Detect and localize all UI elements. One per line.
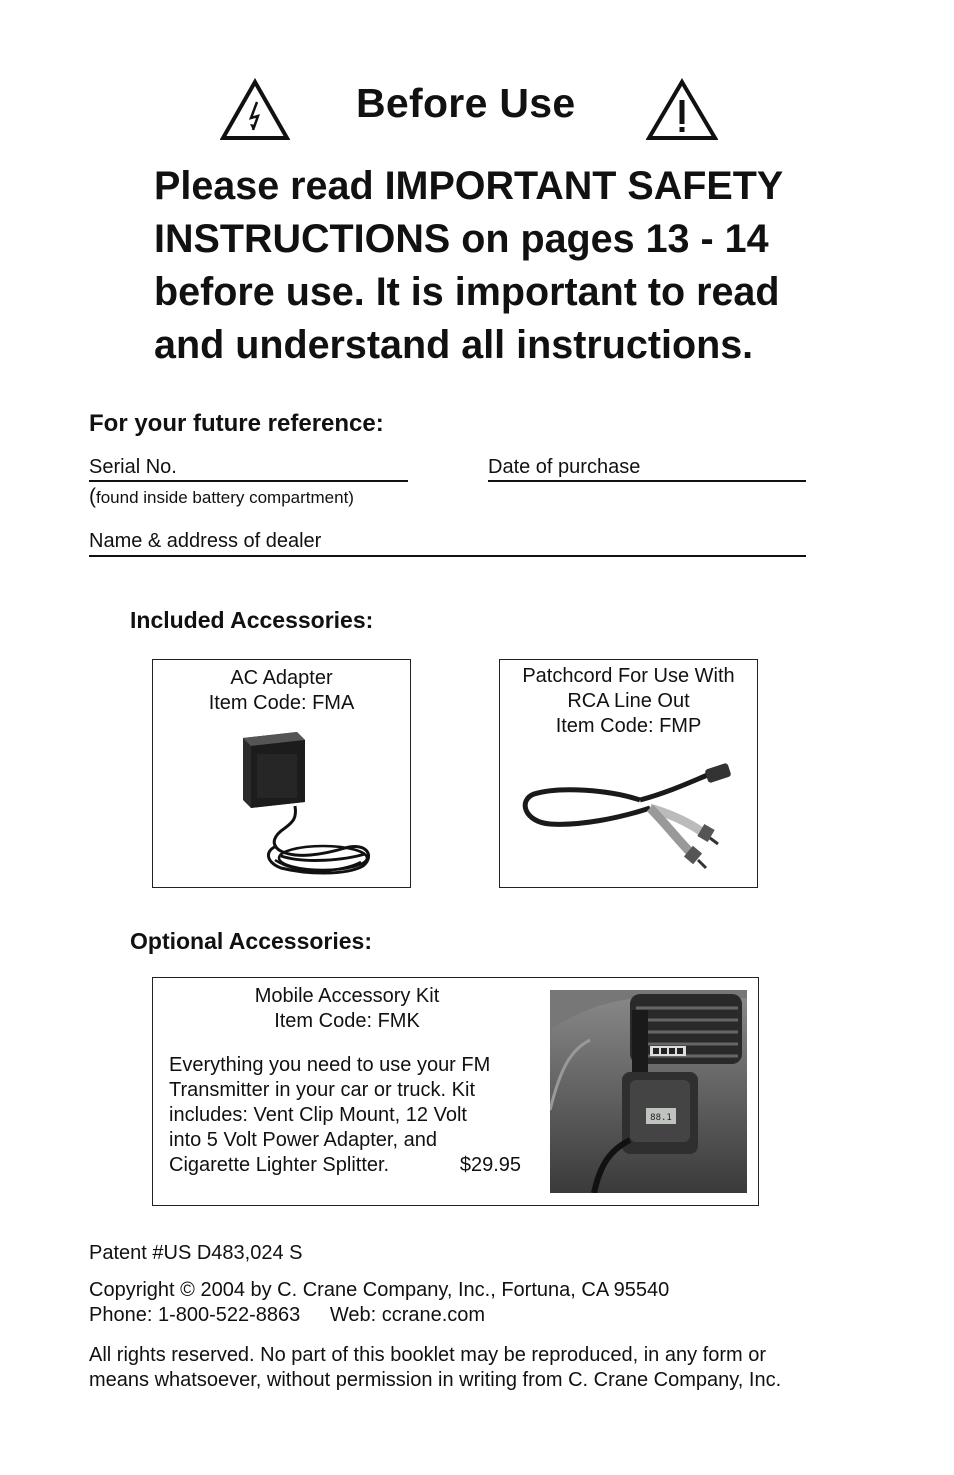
accessory-card-patchcord	[499, 659, 758, 888]
electric-shock-warning-icon	[220, 78, 290, 142]
kit-description-line: Cigarette Lighter Splitter.	[169, 1154, 390, 1176]
kit-description-line: includes: Vent Clip Mount, 12 Volt	[169, 1104, 467, 1126]
dealer-underline	[89, 555, 806, 557]
rights-line: All rights reserved. No part of this booklet may be reproduced, in any form or	[89, 1344, 766, 1366]
accessory-code: Item Code: FMP	[555, 715, 702, 737]
page-title: Before Use	[356, 80, 576, 126]
date-underline	[488, 480, 806, 482]
serial-note-paren: (	[89, 485, 96, 508]
serial-note-text: found inside battery compartment)	[96, 488, 354, 507]
web: Web: ccrane.com	[329, 1304, 486, 1326]
serial-label: Serial No.	[89, 456, 177, 478]
safety-notice	[154, 160, 854, 372]
safety-line: Please read IMPORTANT SAFETY	[154, 164, 784, 208]
accessory-name-line1: Patchcord For Use With	[522, 665, 735, 687]
safety-line: before use. It is important to read	[154, 270, 780, 314]
kit-description-line: Transmitter in your car or truck. Kit	[169, 1079, 475, 1101]
kit-description	[169, 1053, 529, 1178]
kit-code: Item Code: FMK	[274, 1010, 420, 1032]
included-heading: Included Accessories:	[130, 607, 374, 633]
reference-heading: For your future reference:	[89, 410, 384, 437]
car-vent-mount-photo	[550, 990, 747, 1193]
safety-line: INSTRUCTIONS on pages 13 - 14	[154, 217, 769, 261]
kit-description-line: Everything you need to use your FM	[169, 1054, 491, 1076]
kit-description-last-line	[169, 1153, 529, 1178]
phone: Phone: 1-800-522-8863	[89, 1304, 301, 1326]
ac-adapter-photo	[235, 730, 385, 880]
kit-name: Mobile Accessory Kit	[254, 985, 440, 1007]
rights-notice	[89, 1343, 929, 1393]
accessory-code: Item Code: FMA	[208, 692, 355, 714]
dealer-label: Name & address of dealer	[89, 530, 322, 552]
optional-heading: Optional Accessories:	[130, 928, 373, 954]
serial-underline	[89, 480, 408, 482]
contact-line	[89, 1303, 485, 1328]
accessory-card-ac-adapter	[152, 659, 411, 888]
rights-line: means whatsoever, without permission in writing from C. Crane Company, Inc.	[89, 1369, 782, 1391]
patchcord-photo	[520, 760, 740, 875]
accessory-name: AC Adapter	[230, 667, 333, 689]
kit-price: $29.95	[459, 1154, 521, 1176]
copyright: Copyright © 2004 by C. Crane Company, Inc., Fortuna, CA 95540	[89, 1279, 670, 1301]
serial-note	[89, 485, 354, 509]
accessory-card-mobile-kit	[152, 977, 759, 1206]
safety-line: and understand all instructions.	[154, 323, 754, 367]
kit-description-line: into 5 Volt Power Adapter, and	[169, 1129, 437, 1151]
exclamation-warning-icon	[646, 78, 718, 142]
patent-number: Patent #US D483,024 S	[89, 1242, 303, 1264]
kit-display-reading: 88.1	[650, 1113, 672, 1123]
accessory-name-line2: RCA Line Out	[567, 690, 690, 712]
date-label: Date of purchase	[488, 456, 641, 478]
